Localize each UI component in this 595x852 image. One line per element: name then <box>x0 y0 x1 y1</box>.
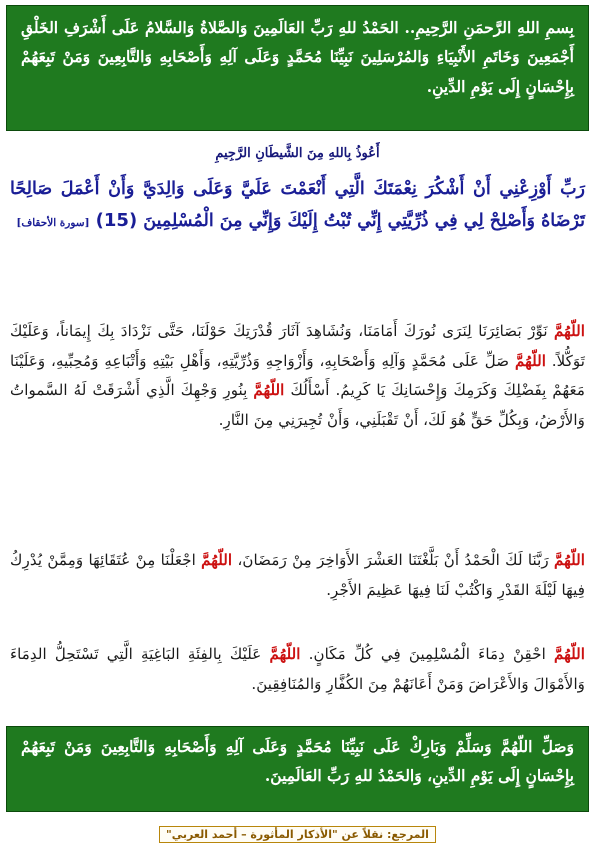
dua-text: عَلَيْكَ بِالفِئَةِ البَاغِيَةِ الَّتِي تَسْتَحِلُّ الدِمَاءَ وَالأَمْوَالَ وَالأَعْرَاضَ وَمَنْ أَعَانَهُمْ مِنَ الكُفَّارِ وَالمُنَافِقِينَ. <box>10 645 585 693</box>
allahumma-highlight: اللّهُمَّ <box>253 381 285 400</box>
closing-salawat-text: وَصَلِّ اللّهُمَّ وَسَلِّمْ وَبَارِكْ عَلَى نَبِيِّنَا مُحَمَّدٍ وَعَلَى آلِهِ وَأَصْحَابِهِ وَالتَّابِعِينَ وَمَنْ تَبِعَهُمْ بِإِحْسَانٍ إِلَى يَوْمِ الدِّينِ، وَالحَمْدُ للهِ رَبِّ العَالَمِينَ. <box>21 737 574 785</box>
opening-praise-box <box>6 5 589 131</box>
dua-text: بِنُورِ وَجْهِكَ الَّذِي أَشْرَقَتْ لَهُ السَّمواتُ وَالأَرْضُ، وَبِكُلِّ حَقٍّ هُوَ لَكَ، أَنْ تَقْبَلَنِي، وَأَنْ تُجِيرَنِي مِنَ النَّارِ. <box>10 381 585 429</box>
allahumma-highlight: اللّهُمَّ <box>554 551 586 569</box>
allahumma-highlight: اللّهُمَّ <box>514 351 546 370</box>
opening-praise-text: بِسمِ اللهِ الرَّحمَنِ الرَّحِيمِ.. الحَمْدُ للهِ رَبِّ العَالَمِينَ وَالصَّلاةُ وَالسَّلامُ عَلَى أَشْرَفِ الخَلْقِ أَجْمَعِينَ وَخَاتَمِ الأَنْبِيَاءِ وَالمُرْسَلِينَ نَبِيِّنَا مُحَمَّدٍ وَعَلَى آلِهِ وَأَصْحَابِهِ وَالتَّابِعِينَ وَمَنْ تَبِعَهُمْ بِإِحْسَانٍ إِلَى يَوْمِ الدِّينِ. <box>21 18 574 96</box>
allahumma-highlight: اللّهُمَّ <box>554 645 585 663</box>
dua-paragraph-1 <box>10 317 585 436</box>
surah-reference: [سورة الأحقاف] <box>16 217 90 230</box>
dua-paragraph-3 <box>10 640 585 699</box>
dua-text: اجْعَلْنَا مِنْ عُتَقَائِهَا وَمِمَّنْ يُدْرِكُ فِيهَا لَيْلَةَ القَدْرِ وَاكْتُبْ لَنَا فِيهَا عَظِيمَ الأَجْرِ. <box>10 551 585 599</box>
istiadha-line: أَعُوذُ بِاللهِ مِنَ الشَّيطَانِ الرَّجِيمِ <box>215 146 380 161</box>
source-reference <box>0 823 595 843</box>
verse-number: (15) <box>95 210 138 232</box>
dua-text: احْقِنْ دِمَاءَ الْمُسْلِمِينَ فِي كُلِّ مَكَانٍ. <box>300 645 555 663</box>
closing-salawat-box <box>6 726 589 812</box>
dua-text: صَلِّ عَلَى مُحَمَّدٍ وَآلِهِ وَأَصْحَابِهِ، وَأَزْوَاجِهِ وَذُرِّيَّتِهِ، وَأَهْلِ بَيْتِهِ وَأَتْبَاعِهِ وَمُحِبِّيهِ، وَعَلَيْنَا مَعَهُمْ بِفَضْلِكَ وَكَرَمِكَ وَإِحْسَانِكَ يَا كَرِيمُ. أَسْأَلُكَ <box>10 351 585 400</box>
verse-text: رَبِّ أَوْزِعْنِي أَنْ أَشْكُرَ نِعْمَتَكَ الَّتِي أَنْعَمْتَ عَلَيَّ وَعَلَى وَالِدَيَّ وَأَنْ أَعْمَلَ صَالِحًا تَرْضَاهُ وَأَصْلِحْ لِي فِي ذُرِّيَّتِي إِنِّي تُبْتُ إِلَيْكَ وَإِنِّي مِنَ الْمُسْلِمِينَ <box>10 179 585 232</box>
dua-text: نَوِّرْ بَصَائِرَنَا لِنَرَى نُورَكَ أَمَامَنَا، وَنُشَاهِدَ آثَارَ قُدْرَتِكَ حَوْلَنَا، حَتَّى نَزْدَادَ بِكَ إِيمَاناً، وَعَلَيْكَ تَوَكُّلاً. <box>10 322 585 370</box>
allahumma-highlight: اللّهُمَّ <box>201 551 233 569</box>
allahumma-highlight: اللّهُمَّ <box>554 322 585 340</box>
allahumma-highlight: اللّهُمَّ <box>269 645 301 663</box>
quran-verse <box>10 174 585 237</box>
dua-paragraph-2 <box>10 546 585 605</box>
dua-text: رَبَّنَا لَكَ الْحَمْدُ أَنْ بَلَّغْتَنَا العَشْرَ الأَوَاخِرَ مِنْ رَمَضَانَ، <box>232 551 555 569</box>
reference-label: المرجع: نقلاً عن "الأذكار المأثورة – أحمد العربي" <box>159 826 436 843</box>
